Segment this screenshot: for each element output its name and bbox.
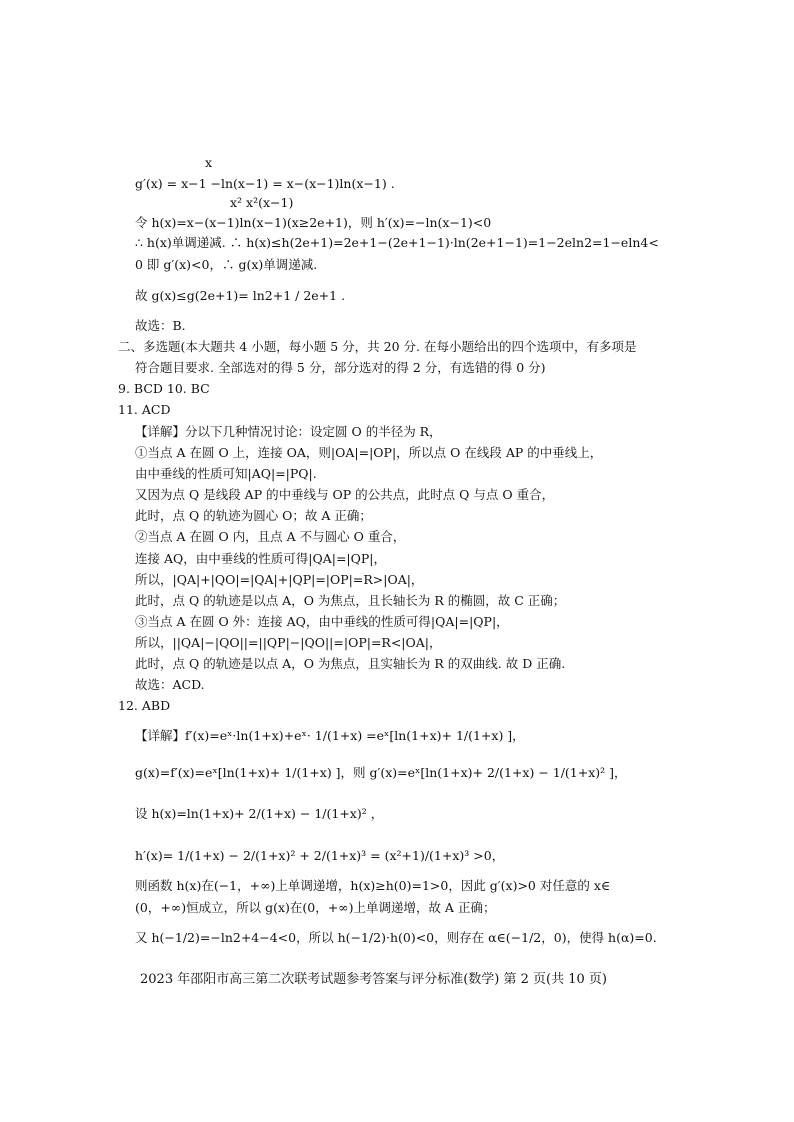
text-line-3: 令 h(x)=x−(x−1)ln(x−1)(x≥2e+1)，则 h′(x)=−ln(x−1)<0 bbox=[135, 215, 492, 230]
text-line-28: 设 h(x)=ln(1+x)+ 2/(1+x) − 1/(1+x)² ， bbox=[135, 806, 384, 821]
text-line-10: 9. BCD 10. BC bbox=[118, 381, 210, 396]
text-line-31: (0，+∞)恒成立，所以 g(x)在(0，+∞)上单调递增，故 A 正确； bbox=[135, 900, 496, 915]
text-line-8: 二、多选题(本大题共 4 小题，每小题 5 分，共 20 分. 在每小题给出的四个选项中，有多项是 bbox=[118, 339, 637, 354]
text-line-7: 故选：B. bbox=[135, 318, 186, 333]
text-line-15: 又因为点 Q 是线段 AP 的中垂线与 OP 的公共点，此时点 Q 与点 O 重合， bbox=[135, 487, 555, 502]
page-footer: 2023 年邵阳市高三第二次联考试题参考答案与评分标准(数学) 第 2 页(共 10 页) bbox=[140, 972, 607, 987]
text-line-18: 连接 AQ，由中垂线的性质可得|QA|=|QP|， bbox=[135, 551, 387, 566]
text-line-30: 则函数 h(x)在(−1，+∞)上单调递增，h(x)≥h(0)=1>0，因此 g′(x)>0 对任意的 x∈ bbox=[135, 878, 611, 893]
text-line-26: 【详解】f′(x)=eˣ·ln(1+x)+eˣ· 1/(1+x) =eˣ[ln(1+x)+ 1/(1+x) ]， bbox=[135, 728, 525, 743]
text-line-24: 故选：ACD. bbox=[135, 677, 205, 692]
text-line-14: 由中垂线的性质可知|AQ|=|PQ|. bbox=[135, 466, 317, 481]
text-line-29: h′(x)= 1/(1+x) − 2/(1+x)² + 2/(1+x)³ = (x²+1)/(1+x)³ >0， bbox=[135, 848, 505, 863]
text-line-19: 所以，|QA|+|QO|=|QA|+|QP|=|OP|=R>|OA|， bbox=[135, 572, 424, 587]
text-line-5: 0 即 g′(x)<0，∴ g(x)单调递减. bbox=[135, 257, 318, 272]
text-line-23: 此时，点 Q 的轨迹是以点 A，O 为焦点，且实轴长为 R 的双曲线. 故 D 正确. bbox=[135, 656, 566, 671]
text-line-17: ②当点 A 在圆 O 内，且点 A 不与圆心 O 重合， bbox=[135, 529, 406, 544]
text-line-9: 符合题目要求. 全部选对的得 5 分，部分选对的得 2 分，有选错的得 0 分) bbox=[135, 360, 546, 375]
text-line-6: 故 g(x)≤g(2e+1)= ln2+1 / 2e+1 . bbox=[135, 288, 346, 303]
text-line-11: 11. ACD bbox=[118, 402, 171, 417]
text-line-1: g′(x) = x−1 −ln(x−1) = x−(x−1)ln(x−1) . bbox=[135, 176, 395, 191]
text-line-21: ③当点 A 在圆 O 外：连接 AQ，由中垂线的性质可得|QA|=|QP|， bbox=[135, 614, 509, 629]
text-line-22: 所以，||QA|−|QO||=||QP|−|QO||=|OP|=R<|OA|， bbox=[135, 635, 442, 650]
text-line-20: 此时，点 Q 的轨迹是以点 A，O 为焦点，且长轴长为 R 的椭圆，故 C 正确； bbox=[135, 593, 566, 608]
text-line-16: 此时，点 Q 的轨迹为圆心 O；故 A 正确； bbox=[135, 508, 372, 523]
text-line-13: ①当点 A 在圆 O 上，连接 OA，则|OA|=|OP|，所以点 O 在线段 AP 的中垂线上， bbox=[135, 445, 603, 460]
text-line-12: 【详解】分以下几种情况讨论：设定圆 O 的半径为 R， bbox=[135, 424, 442, 439]
text-line-0: x bbox=[205, 155, 213, 170]
text-line-25: 12. ABD bbox=[118, 698, 171, 713]
text-line-4: ∴ h(x)单调递减. ∴ h(x)≤h(2e+1)=2e+1−(2e+1−1)·ln(2e+1−1)=1−2eln2=1−eln4< bbox=[135, 235, 659, 250]
text-line-27: g(x)=f′(x)=eˣ[ln(1+x)+ 1/(1+x) ]，则 g′(x)=eˣ[ln(1+x)+ 2/(1+x) − 1/(1+x)² ]， bbox=[135, 765, 627, 780]
text-line-32: 又 h(−1/2)=−ln2+4−4<0，所以 h(−1/2)·h(0)<0，则存在 α∈(−1/2，0)，使得 h(α)=0. bbox=[135, 930, 657, 945]
text-line-2: x² x²(x−1) bbox=[230, 195, 294, 210]
